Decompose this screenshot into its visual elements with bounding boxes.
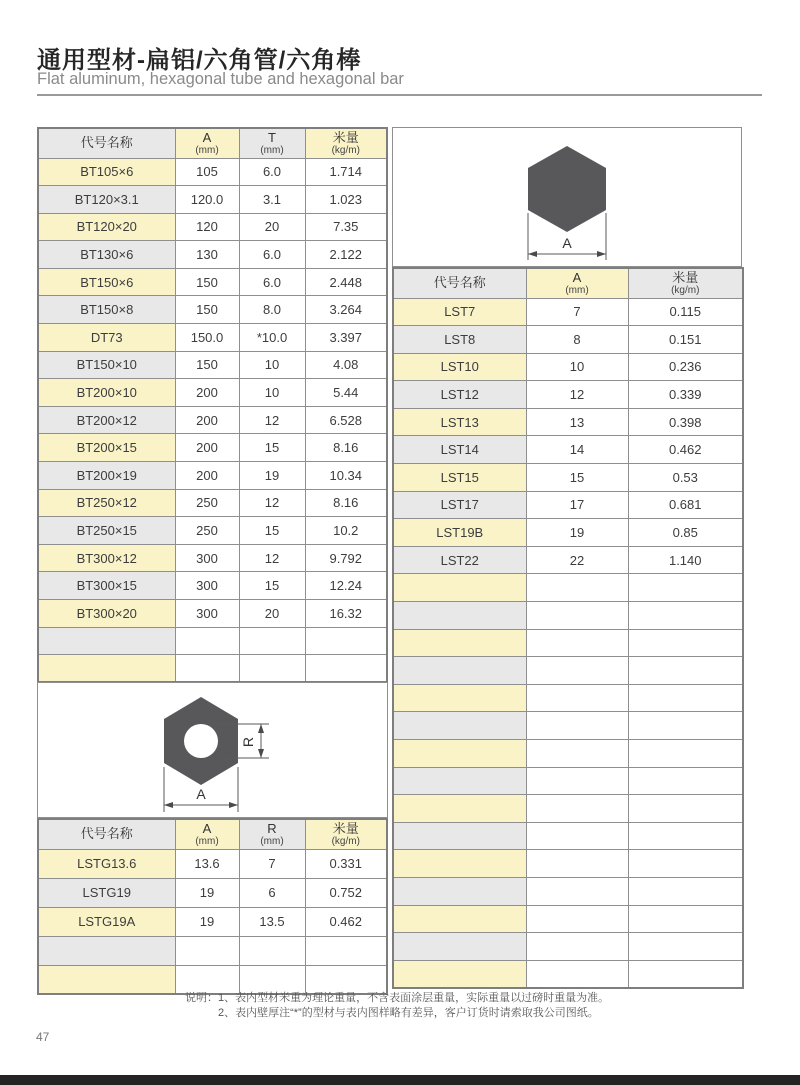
code-cell: BT300×12 — [38, 544, 175, 572]
column-header: 代号名称 — [38, 128, 175, 158]
table-row — [38, 462, 387, 490]
value-cell: 10 — [239, 351, 305, 379]
table-row — [38, 158, 387, 186]
value-cell: 19 — [526, 519, 628, 547]
value-cell — [526, 740, 628, 768]
table-row — [38, 965, 387, 994]
value-cell: 250 — [175, 517, 239, 545]
code-cell: LSTG13.6 — [38, 849, 175, 878]
code-cell: LSTG19A — [38, 907, 175, 936]
code-cell: LST22 — [393, 546, 526, 574]
value-cell: 200 — [175, 462, 239, 490]
value-cell: 13.6 — [175, 849, 239, 878]
table-row — [38, 627, 387, 655]
value-cell: 22 — [526, 546, 628, 574]
hex-tube-diagram — [37, 682, 388, 818]
value-cell: 10 — [526, 353, 628, 381]
code-cell: BT200×19 — [38, 462, 175, 490]
value-cell: 6.0 — [239, 268, 305, 296]
column-header: 米量 (kg/m) — [305, 819, 387, 849]
value-cell: 1.023 — [305, 186, 387, 214]
code-cell: BT120×20 — [38, 213, 175, 241]
value-cell: 0.331 — [305, 849, 387, 878]
value-cell: 12 — [239, 544, 305, 572]
value-cell — [628, 877, 743, 905]
table-row — [393, 491, 743, 519]
value-cell: 120 — [175, 213, 239, 241]
value-cell: *10.0 — [239, 324, 305, 352]
value-cell: 13 — [526, 408, 628, 436]
table-row — [393, 657, 743, 685]
column-header: 代号名称 — [393, 268, 526, 298]
value-cell: 19 — [175, 878, 239, 907]
value-cell — [628, 684, 743, 712]
value-cell — [526, 574, 628, 602]
table-row — [393, 629, 743, 657]
table-row — [38, 517, 387, 545]
value-cell: 7 — [239, 849, 305, 878]
value-cell: 200 — [175, 434, 239, 462]
value-cell: 0.85 — [628, 519, 743, 547]
column-header: A (mm) — [526, 268, 628, 298]
table-row — [393, 574, 743, 602]
hex-tube-table — [37, 818, 388, 995]
table-row — [393, 298, 743, 326]
table-row — [393, 684, 743, 712]
code-cell: BT250×12 — [38, 489, 175, 517]
code-cell: LST8 — [393, 326, 526, 354]
code-cell — [393, 602, 526, 630]
value-cell: 20 — [239, 600, 305, 628]
value-cell — [628, 850, 743, 878]
table-row — [38, 379, 387, 407]
value-cell — [305, 936, 387, 965]
value-cell: 8.0 — [239, 296, 305, 324]
value-cell: 250 — [175, 489, 239, 517]
table-row — [38, 907, 387, 936]
value-cell: 17 — [526, 491, 628, 519]
hex-bar-diagram — [392, 127, 742, 267]
code-cell: LST13 — [393, 408, 526, 436]
code-cell — [38, 965, 175, 994]
value-cell: 13.5 — [239, 907, 305, 936]
footer-bar — [0, 1075, 800, 1085]
value-cell — [628, 822, 743, 850]
value-cell: 0.681 — [628, 491, 743, 519]
hexagon-shape — [528, 146, 606, 232]
value-cell — [628, 740, 743, 768]
column-header: R (mm) — [239, 819, 305, 849]
code-cell — [38, 936, 175, 965]
table-row — [393, 326, 743, 354]
value-cell — [175, 655, 239, 683]
code-cell — [393, 795, 526, 823]
table-row — [38, 572, 387, 600]
table-row — [393, 795, 743, 823]
value-cell: 14 — [526, 436, 628, 464]
code-cell: LSTG19 — [38, 878, 175, 907]
table-row — [393, 767, 743, 795]
code-cell: LST7 — [393, 298, 526, 326]
table-row — [38, 296, 387, 324]
code-cell: BT130×6 — [38, 241, 175, 269]
code-cell: BT250×15 — [38, 517, 175, 545]
code-cell — [393, 822, 526, 850]
value-cell — [305, 627, 387, 655]
value-cell: 10.34 — [305, 462, 387, 490]
value-cell: 150 — [175, 351, 239, 379]
flat-aluminum-table — [37, 127, 388, 683]
table-row — [393, 602, 743, 630]
column-header: 米量 (kg/m) — [628, 268, 743, 298]
table-row — [38, 434, 387, 462]
value-cell: 8.16 — [305, 434, 387, 462]
table-row — [393, 960, 743, 988]
header-row — [38, 128, 387, 158]
value-cell: 8 — [526, 326, 628, 354]
value-cell: 0.462 — [628, 436, 743, 464]
arrow-icon — [528, 251, 537, 257]
code-cell — [393, 574, 526, 602]
value-cell: 15 — [239, 434, 305, 462]
code-cell — [393, 629, 526, 657]
value-cell — [526, 795, 628, 823]
page-subtitle: Flat aluminum, hexagonal tube and hexagonal bar — [37, 70, 404, 88]
code-cell — [393, 740, 526, 768]
value-cell — [628, 712, 743, 740]
value-cell: 6.0 — [239, 158, 305, 186]
value-cell — [239, 965, 305, 994]
value-cell — [239, 936, 305, 965]
value-cell: 6.528 — [305, 406, 387, 434]
value-cell: 120.0 — [175, 186, 239, 214]
value-cell: 15 — [239, 517, 305, 545]
value-cell: 105 — [175, 158, 239, 186]
column-header: A (mm) — [175, 819, 239, 849]
page-number: 47 — [36, 1030, 50, 1044]
value-cell: 4.08 — [305, 351, 387, 379]
code-cell: LST14 — [393, 436, 526, 464]
table-row — [38, 544, 387, 572]
value-cell: 200 — [175, 379, 239, 407]
value-cell — [239, 627, 305, 655]
code-cell — [393, 933, 526, 961]
value-cell: 12 — [239, 406, 305, 434]
table-row — [38, 878, 387, 907]
value-cell: 300 — [175, 572, 239, 600]
code-cell: BT300×20 — [38, 600, 175, 628]
value-cell: 130 — [175, 241, 239, 269]
table-row — [38, 186, 387, 214]
value-cell: 16.32 — [305, 600, 387, 628]
value-cell — [628, 960, 743, 988]
arrow-icon — [164, 802, 173, 808]
table-row — [38, 655, 387, 683]
value-cell: 0.236 — [628, 353, 743, 381]
value-cell — [526, 657, 628, 685]
value-cell — [305, 655, 387, 683]
value-cell: 15 — [239, 572, 305, 600]
value-cell: 3.397 — [305, 324, 387, 352]
table-row — [393, 712, 743, 740]
arrow-icon — [597, 251, 606, 257]
page-title: 通用型材-扁铝/六角管/六角棒 — [37, 47, 362, 74]
table-row — [393, 933, 743, 961]
value-cell: 10.2 — [305, 517, 387, 545]
value-cell: 200 — [175, 406, 239, 434]
table-row — [393, 519, 743, 547]
value-cell — [526, 933, 628, 961]
value-cell: 2.122 — [305, 241, 387, 269]
value-cell — [305, 965, 387, 994]
value-cell — [526, 905, 628, 933]
hex-bar-drawing — [393, 128, 741, 266]
code-cell: BT120×3.1 — [38, 186, 175, 214]
value-cell — [628, 629, 743, 657]
value-cell: 19 — [175, 907, 239, 936]
arrow-icon — [258, 749, 264, 758]
table-row — [393, 408, 743, 436]
value-cell: 0.115 — [628, 298, 743, 326]
table-row — [393, 740, 743, 768]
table-row — [393, 353, 743, 381]
value-cell — [628, 933, 743, 961]
header-row — [393, 268, 743, 298]
value-cell — [628, 602, 743, 630]
value-cell — [526, 822, 628, 850]
hex-bar-table — [392, 267, 744, 989]
column-header: A (mm) — [175, 128, 239, 158]
value-cell: 300 — [175, 600, 239, 628]
code-cell: DT73 — [38, 324, 175, 352]
code-cell: BT300×15 — [38, 572, 175, 600]
table-row — [38, 324, 387, 352]
value-cell: 20 — [239, 213, 305, 241]
value-cell: 1.714 — [305, 158, 387, 186]
value-cell: 12.24 — [305, 572, 387, 600]
dimension-label-a: A — [562, 235, 572, 251]
value-cell: 1.140 — [628, 546, 743, 574]
code-cell — [393, 905, 526, 933]
hex-tube-drawing — [38, 683, 387, 817]
value-cell: 0.151 — [628, 326, 743, 354]
value-cell: 8.16 — [305, 489, 387, 517]
dimension-label-a: A — [196, 786, 206, 802]
code-cell — [393, 684, 526, 712]
value-cell — [239, 655, 305, 683]
value-cell — [175, 965, 239, 994]
data-table — [37, 127, 388, 683]
arrow-icon — [229, 802, 238, 808]
value-cell — [628, 905, 743, 933]
table-row — [393, 381, 743, 409]
code-cell: LST15 — [393, 464, 526, 492]
value-cell: 10 — [239, 379, 305, 407]
arrow-icon — [258, 724, 264, 733]
code-cell: BT105×6 — [38, 158, 175, 186]
value-cell — [526, 877, 628, 905]
table-row — [38, 849, 387, 878]
table-row — [38, 489, 387, 517]
table-row — [38, 600, 387, 628]
code-cell: LST17 — [393, 491, 526, 519]
value-cell — [526, 629, 628, 657]
code-cell: BT200×15 — [38, 434, 175, 462]
data-table — [392, 267, 744, 989]
table-row — [393, 464, 743, 492]
value-cell — [628, 657, 743, 685]
code-cell — [38, 655, 175, 683]
value-cell — [628, 574, 743, 602]
code-cell — [393, 657, 526, 685]
value-cell — [526, 712, 628, 740]
table-row — [38, 406, 387, 434]
value-cell: 2.448 — [305, 268, 387, 296]
note-line-2: 2、表内壁厚注“*”的型材与表内图样略有差异，客户订货时请索取我公司图纸。 — [218, 1007, 599, 1019]
column-header: 代号名称 — [38, 819, 175, 849]
data-table — [37, 818, 388, 995]
value-cell: 5.44 — [305, 379, 387, 407]
code-cell — [38, 627, 175, 655]
value-cell — [526, 960, 628, 988]
note-line-1: 说明：1、表内型材米重为理论重量，不含表面涂层重量，实际重量以过磅时重量为准。 — [185, 992, 610, 1004]
hex-tube-hole — [184, 724, 218, 758]
value-cell — [175, 936, 239, 965]
code-cell: BT200×12 — [38, 406, 175, 434]
value-cell: 7.35 — [305, 213, 387, 241]
value-cell — [628, 795, 743, 823]
table-row — [393, 546, 743, 574]
value-cell: 9.792 — [305, 544, 387, 572]
code-cell: BT150×6 — [38, 268, 175, 296]
value-cell: 300 — [175, 544, 239, 572]
table-row — [38, 268, 387, 296]
value-cell: 150 — [175, 296, 239, 324]
code-cell — [393, 712, 526, 740]
table-row — [393, 905, 743, 933]
table-row — [38, 936, 387, 965]
value-cell: 12 — [526, 381, 628, 409]
value-cell: 6.0 — [239, 241, 305, 269]
code-cell: BT200×10 — [38, 379, 175, 407]
value-cell: 15 — [526, 464, 628, 492]
value-cell: 0.339 — [628, 381, 743, 409]
table-row — [38, 351, 387, 379]
table-row — [38, 241, 387, 269]
value-cell: 3.1 — [239, 186, 305, 214]
code-cell — [393, 767, 526, 795]
value-cell: 0.462 — [305, 907, 387, 936]
code-cell: LST19B — [393, 519, 526, 547]
value-cell — [526, 767, 628, 795]
table-row — [393, 850, 743, 878]
header-row — [38, 819, 387, 849]
code-cell — [393, 960, 526, 988]
dimension-label-r: R — [240, 736, 256, 748]
value-cell — [526, 684, 628, 712]
code-cell: BT150×10 — [38, 351, 175, 379]
table-row — [38, 213, 387, 241]
value-cell: 7 — [526, 298, 628, 326]
value-cell: 0.398 — [628, 408, 743, 436]
column-header: T (mm) — [239, 128, 305, 158]
table-row — [393, 436, 743, 464]
table-row — [393, 822, 743, 850]
value-cell: 6 — [239, 878, 305, 907]
code-cell: LST12 — [393, 381, 526, 409]
value-cell: 12 — [239, 489, 305, 517]
code-cell — [393, 877, 526, 905]
value-cell — [526, 850, 628, 878]
code-cell — [393, 850, 526, 878]
value-cell — [175, 627, 239, 655]
notes — [185, 991, 609, 1021]
value-cell: 3.264 — [305, 296, 387, 324]
code-cell: LST10 — [393, 353, 526, 381]
value-cell: 0.752 — [305, 878, 387, 907]
value-cell: 0.53 — [628, 464, 743, 492]
title-divider — [37, 94, 762, 96]
value-cell: 150 — [175, 268, 239, 296]
value-cell: 19 — [239, 462, 305, 490]
code-cell: BT150×8 — [38, 296, 175, 324]
column-header: 米量 (kg/m) — [305, 128, 387, 158]
value-cell: 150.0 — [175, 324, 239, 352]
value-cell — [526, 602, 628, 630]
value-cell — [628, 767, 743, 795]
table-row — [393, 877, 743, 905]
